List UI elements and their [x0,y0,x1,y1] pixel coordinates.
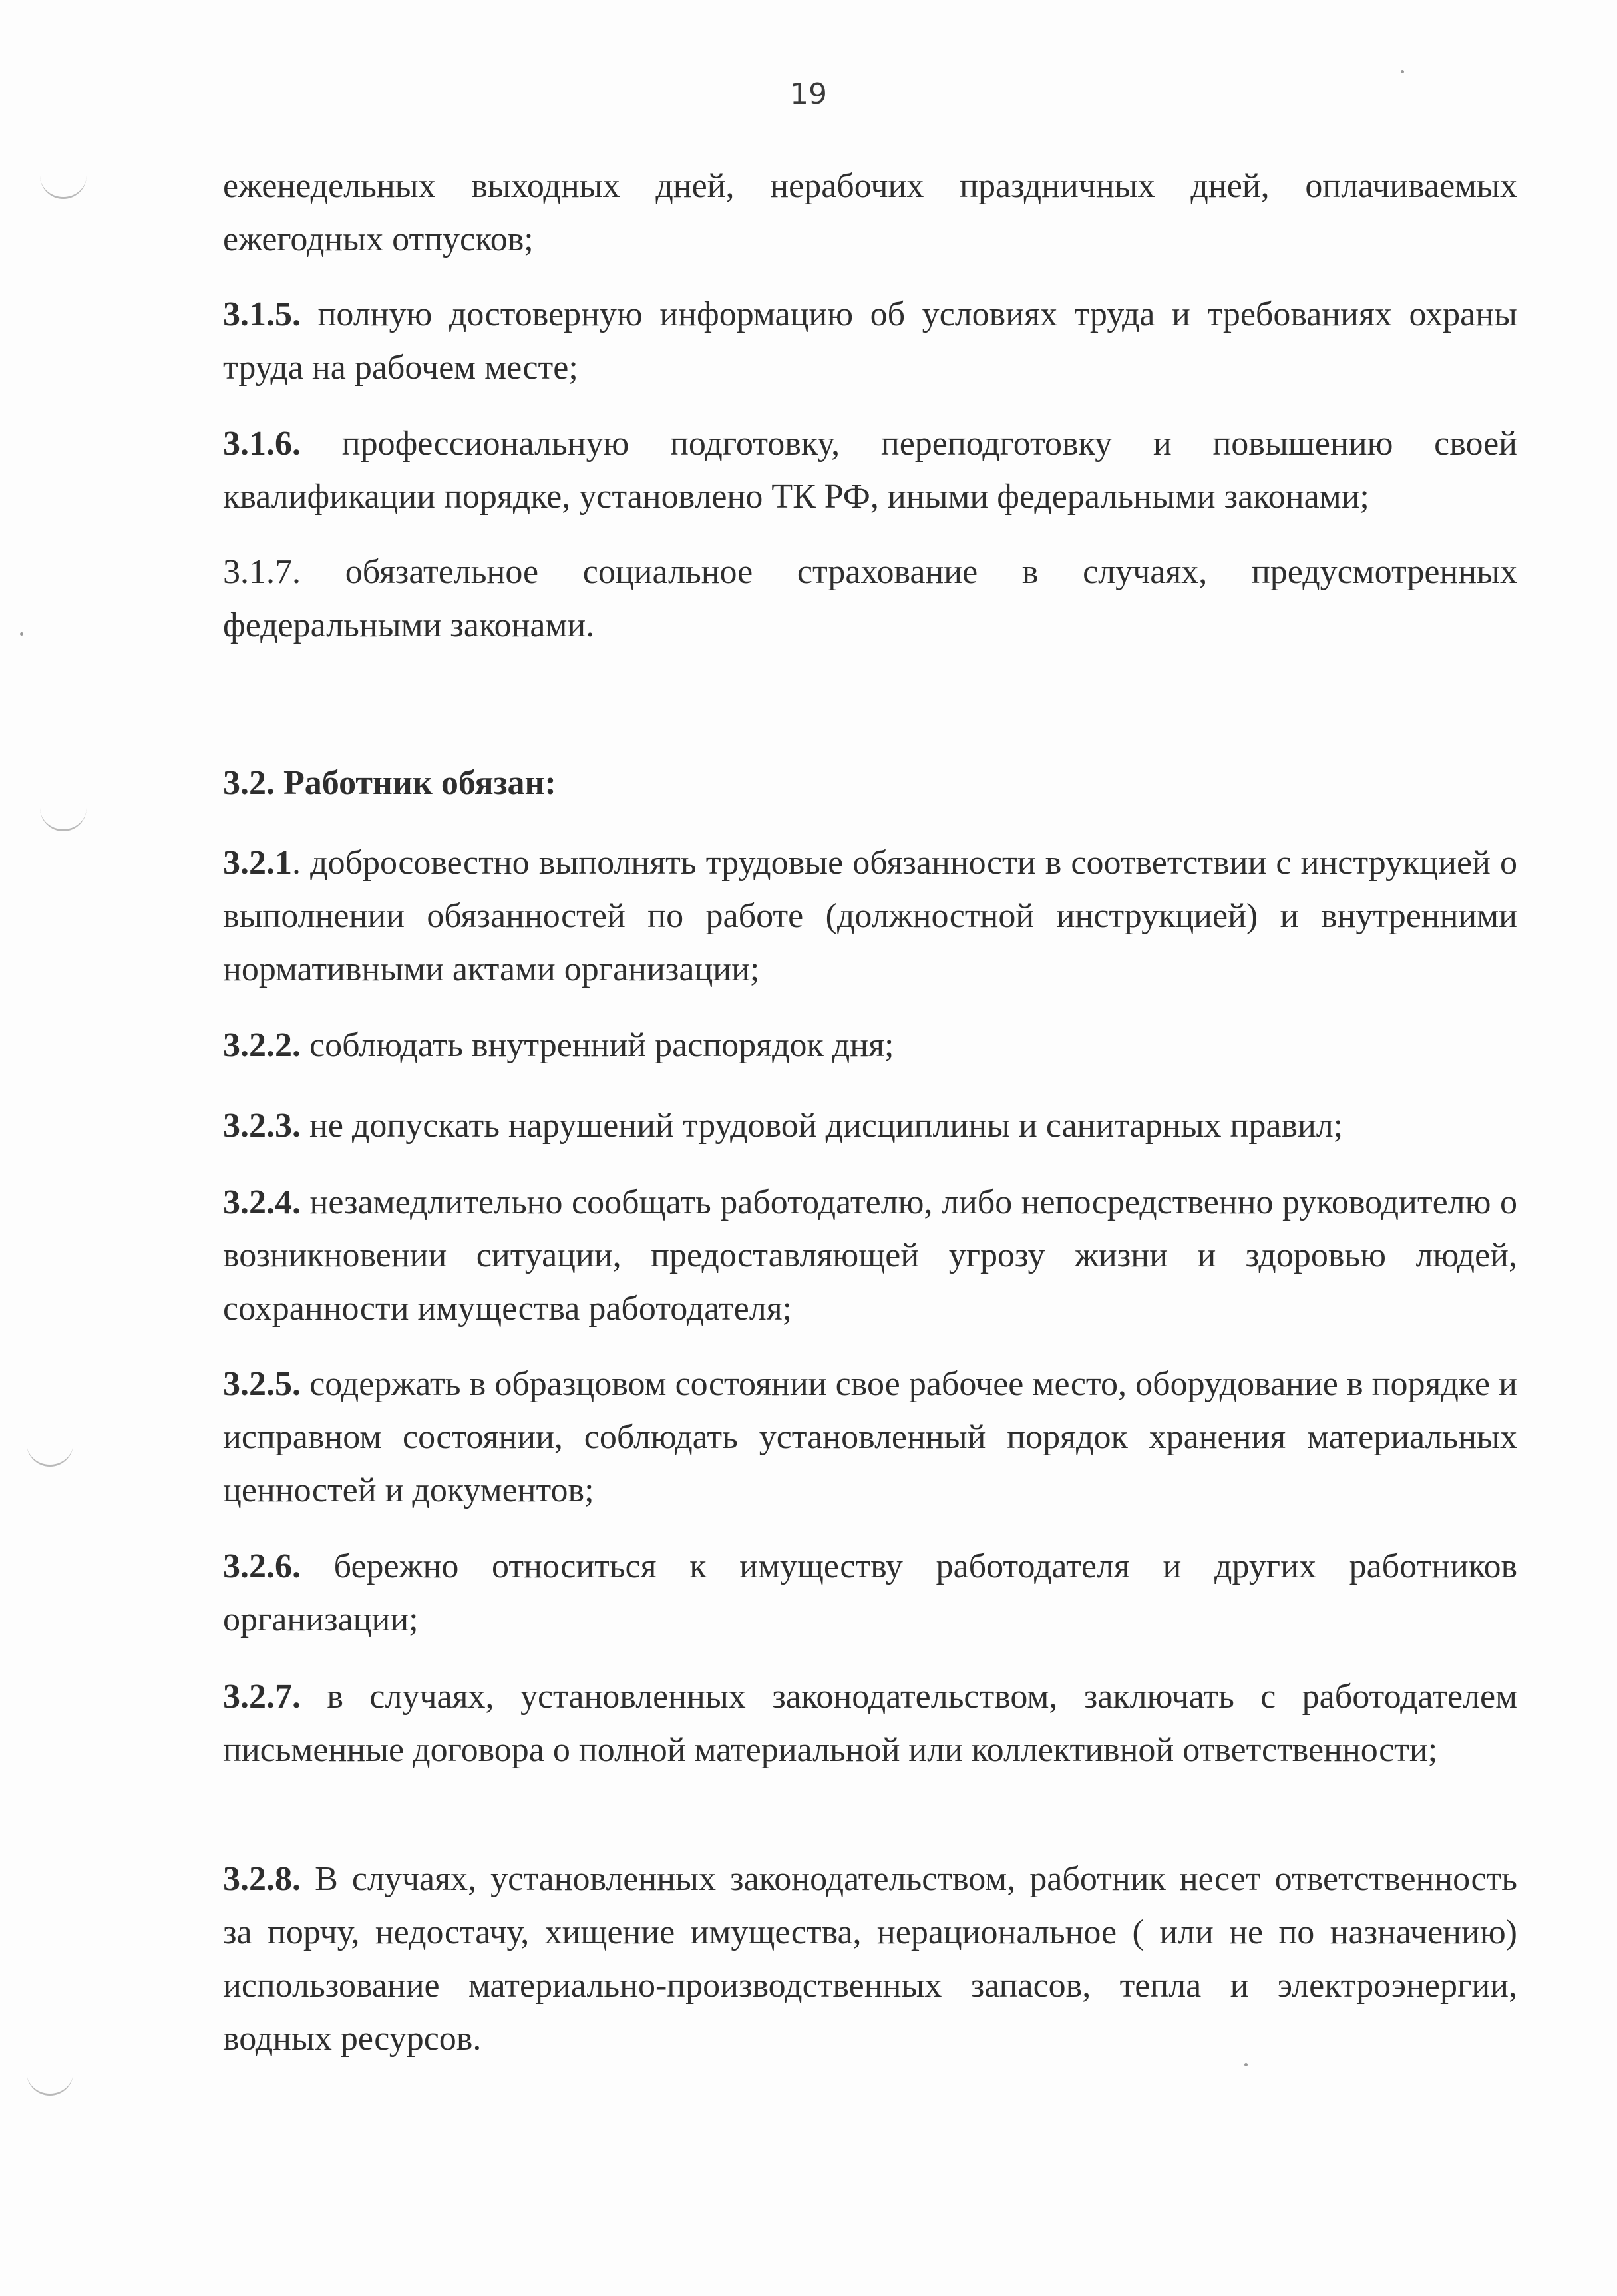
clause-3-2-4 [223,1176,1517,1336]
clause-3-1-7 [223,546,1517,652]
clause-text: В случаях, установленных законодательством, работник несет ответственность за порчу, недостачу, хищение имущества, нерациональное ( или не по назначению) использование материально-производственных запасов, тепла и электроэнергии, водных ресурсов. [223,1860,1517,2058]
clause-text: бережно относиться к имуществу работодателя и других работников организации; [223,1547,1517,1638]
clause-3-2-8 [223,1853,1517,2066]
clause-text: обязательное социальное страхование в случаях, предусмотренных федеральными законами. [223,553,1517,644]
hole-punch-mark [40,805,87,831]
clause-number: 3.1.6. [223,425,301,463]
hole-punch-mark [27,2070,73,2096]
clause-text: в случаях, установленных законодательством, заключать с работодателем письменные договора о полной материальной или коллективной ответственности; [223,1678,1517,1769]
clause-text: полную достоверную информацию об условиях труда и требованиях охраны труда на рабочем месте; [223,295,1517,387]
page-number: 19 [790,77,827,111]
clause-number: 3.2.4. [223,1183,301,1221]
clause-number: 3.2.7. [223,1678,301,1716]
section-heading: 3.2. Работник обязан: [223,764,556,802]
clause-text: профессиональную подготовку, переподготовку и повышению своей квалификации порядке, установлено ТК РФ, иными федеральными законами; [223,425,1517,516]
clause-number: 3.2.6. [223,1547,301,1585]
clause-3-2-3 [223,1099,1517,1153]
clause-number: 3.2.8. [223,1860,301,1898]
clause-3-1-5 [223,288,1517,395]
clause-number: 3.2.3. [223,1107,301,1145]
clause-text: . добросовестно выполнять трудовые обязанности в соответствии с инструкцией о выполнении обязанностей по работе (должностной инструкцией) и внутренними нормативными актами организации; [223,844,1517,988]
clause-text: не допускать нарушений трудовой дисциплины и санитарных правил; [301,1107,1344,1145]
clause-3-1-6 [223,417,1517,524]
clause-3-2-2 [223,1019,1517,1072]
clause-number: 3.1.7. [223,553,301,591]
clause-number: 3.2.1 [223,844,292,882]
clause-text: незамедлительно сообщать работодателю, либо непосредственно руководителю о возникновении ситуации, предоставляющей угрозу жизни и здоровью людей, сохранности имущества работодателя; [223,1183,1517,1328]
scan-speck [1244,2063,1248,2066]
clause-text: содержать в образцовом состоянии свое рабочее место, оборудование в порядке и исправном состоянии, соблюдать установленный порядок хранения материальных ценностей и документов; [223,1365,1517,1509]
clause-3-2-1 [223,837,1517,996]
hole-punch-mark [27,1441,73,1467]
hole-punch-mark [40,173,87,199]
paragraph-continuation [223,160,1517,266]
clause-number: 3.1.5. [223,295,301,333]
clause-3-2-5 [223,1358,1517,1517]
clause-number: 3.2.5. [223,1365,301,1403]
scan-speck [1401,70,1404,73]
clause-text: соблюдать внутренний распорядок дня; [301,1026,894,1064]
scan-speck [20,632,23,636]
clause-number: 3.2.2. [223,1026,301,1064]
clause-3-2-6 [223,1540,1517,1646]
clause-3-2-7 [223,1670,1517,1777]
paragraph-text: еженедельных выходных дней, нерабочих праздничных дней, оплачиваемых ежегодных отпусков; [223,167,1517,258]
